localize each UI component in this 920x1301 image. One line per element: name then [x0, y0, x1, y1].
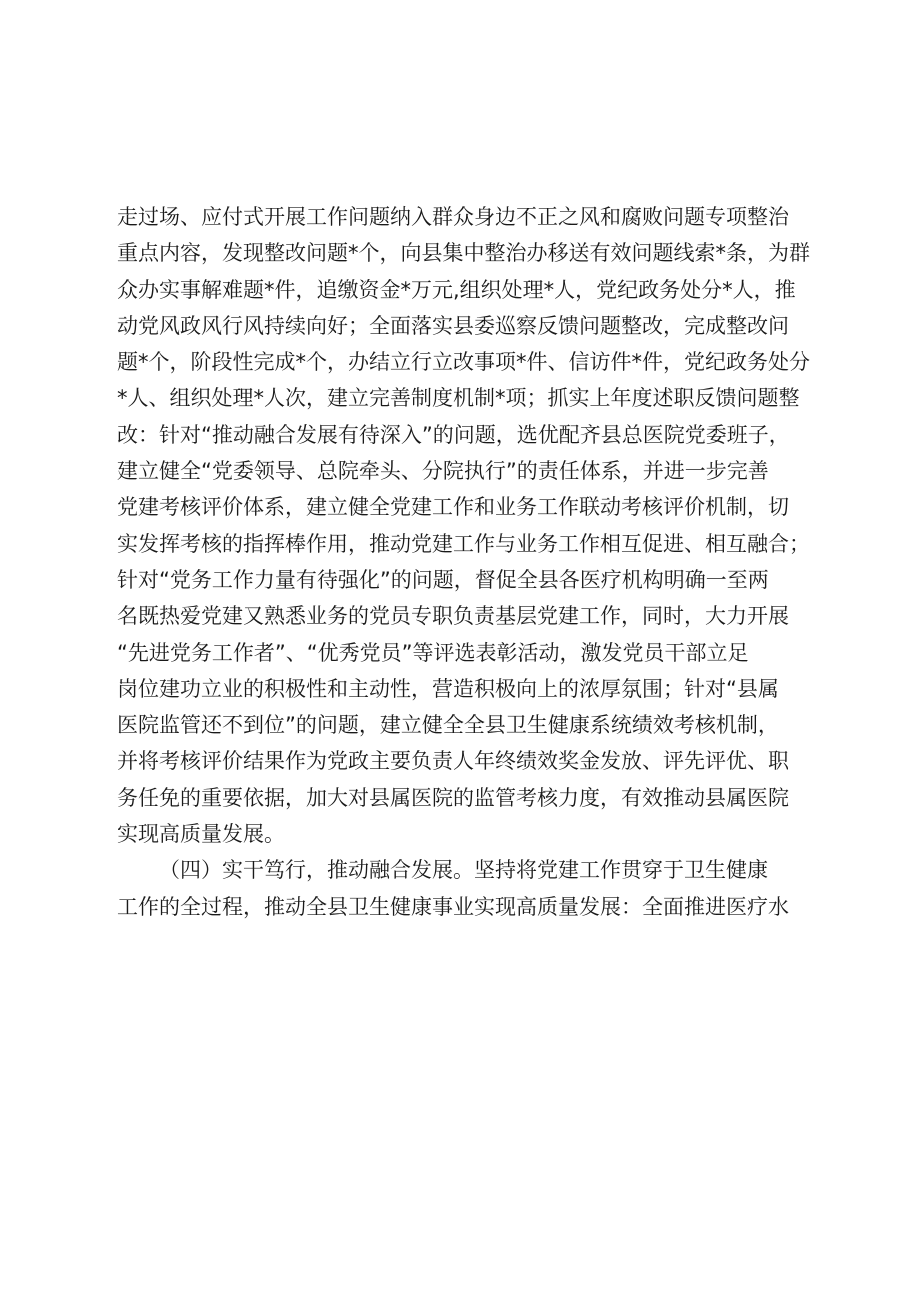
text-line: 医院监管还不到位”的问题，建立健全全县卫生健康系统绩效考核机制， [117, 713, 779, 738]
text-line: 岗位建功立业的积极性和主动性，营造积极向上的浓厚氛围；针对“县属 [117, 676, 779, 701]
section-heading-line: （四）实干笃行，推动融合发展。坚持将党建工作贯穿于卫生健康 [159, 858, 768, 883]
text-line: *人、组织处理*人次，建立完善制度机制*项；抓实上年度述职反馈问题整 [117, 386, 800, 411]
text-line: 针对“党务工作力量有待强化”的问题，督促全县各医疗机构明确一至两 [117, 567, 769, 592]
text-line: 重点内容，发现整改问题*个，向县集中整治办移送有效问题线索*条，为群 [117, 241, 810, 266]
text-line: 改：针对“推动融合发展有待深入”的问题，选优配齐县总医院党委班子， [117, 422, 790, 447]
text-line: 名既热爱党建又熟悉业务的党员专职负责基层党建工作，同时，大力开展 [117, 604, 789, 629]
document-body [117, 199, 837, 925]
text-line: 实现高质量发展。 [117, 822, 285, 847]
text-line: 题*个，阶段性完成*个，办结立行立改事项*件、信访件*件，党纪政务处分 [117, 350, 810, 375]
text-line: 务任免的重要依据，加大对县属医院的监管考核力度，有效推动县属医院 [117, 785, 789, 810]
text-line: 建立健全“党委领导、总院牵头、分院执行”的责任体系，并进一步完善 [117, 459, 769, 484]
text-line: 工作的全过程，推动全县卫生健康事业实现高质量发展：全面推进医疗水 [117, 894, 789, 919]
text-line: “先进党务工作者”、“优秀党员”等评选表彰活动，激发党员干部立足 [117, 640, 749, 665]
text-line: 党建考核评价体系，建立健全党建工作和业务工作联动考核评价机制，切 [117, 495, 789, 520]
text-line: 实发挥考核的指挥棒作用，推动党建工作与业务工作相互促进、相互融合； [117, 531, 810, 556]
text-line: 并将考核评价结果作为党政主要负责人年终绩效奖金发放、评先评优、职 [117, 749, 789, 774]
text-line: 走过场、应付式开展工作问题纳入群众身边不正之风和腐败问题专项整治 [117, 205, 789, 229]
text-line: 动党风政风行风持续向好；全面落实县委巡察反馈问题整改，完成整改问 [117, 313, 789, 338]
text-line: 众办实事解难题*件，追缴资金*万元,组织处理*人，党纪政务处分*人，推 [117, 277, 796, 302]
